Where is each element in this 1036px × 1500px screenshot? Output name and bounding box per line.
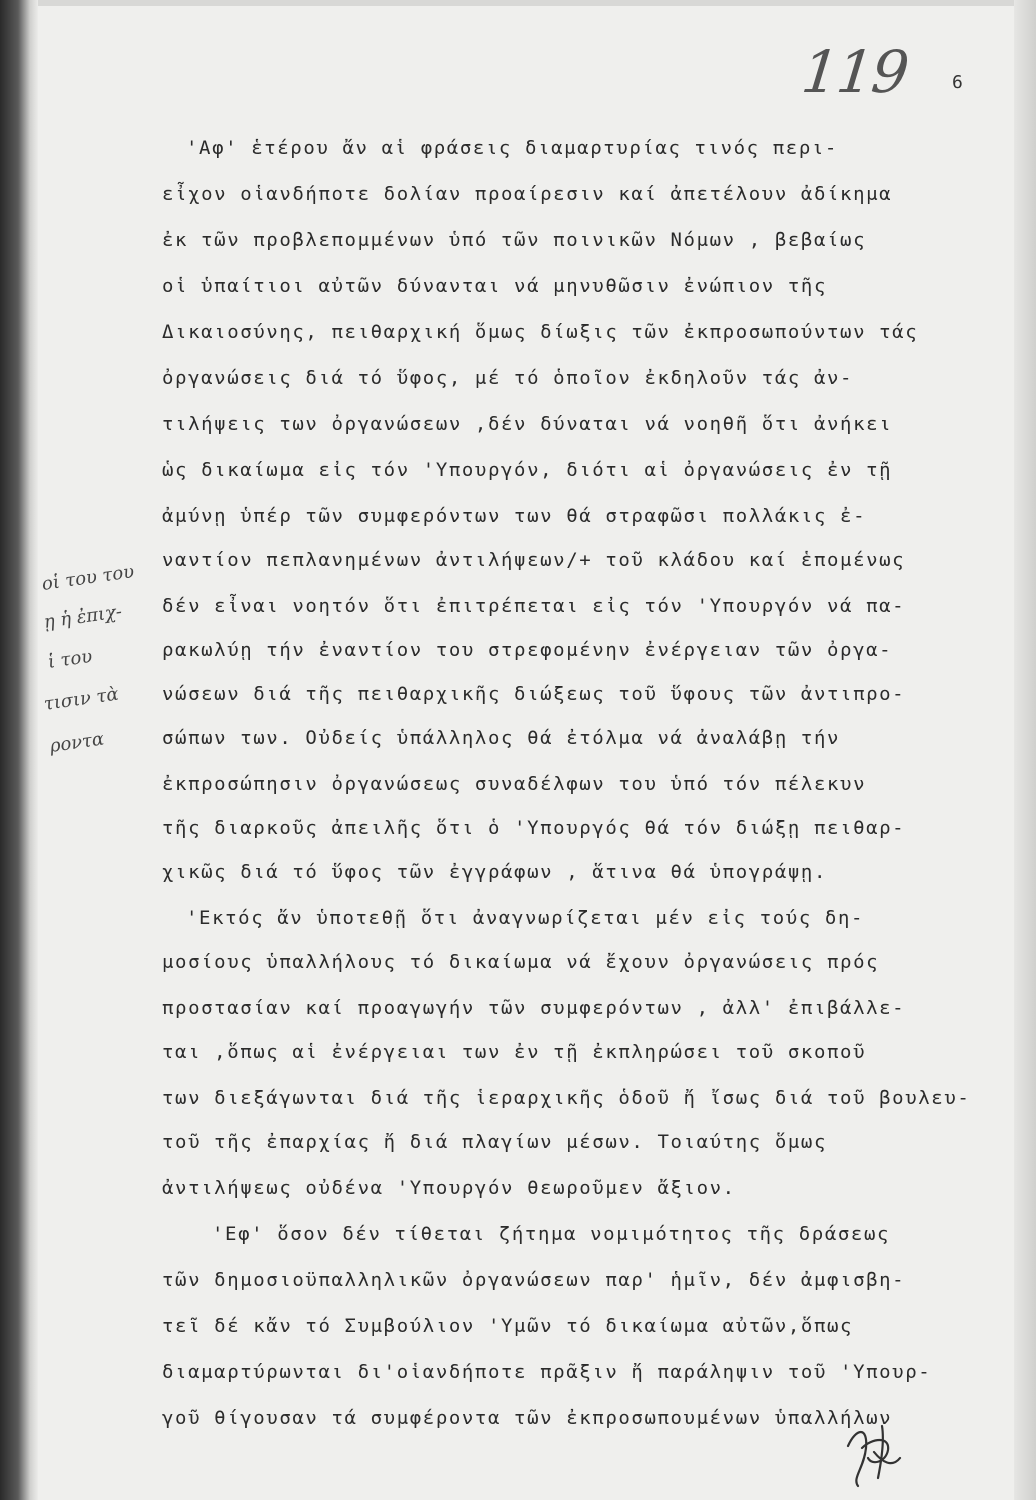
text-line: ἀντιλήψεως οὐδένα 'Υπουργόν θεωροῦμεν ἄξιον. <box>162 1177 736 1199</box>
text-line: χικῶς διά τό ὕφος τῶν ἐγγράφων , ἅτινα θά ὑπογράψῃ. <box>162 861 827 883</box>
margin-note: οἱ του του <box>40 561 136 595</box>
handwritten-folio-number: 119 <box>798 38 911 106</box>
text-line: εἶχον οἱανδήποτε δολίαν προαίρεσιν καί ἀπετέλουν ἀδίκημα <box>162 183 893 205</box>
scan-top-edge <box>0 0 1036 6</box>
page-number: 6 <box>952 72 963 93</box>
handwritten-initials <box>838 1418 908 1490</box>
text-line: τιλήψεις των ὀργανώσεων ,δέν δύναται νά νοηθῆ ὅτι ἀνήκει <box>162 413 893 435</box>
text-line: ἐκπροσώπησιν ὀργανώσεως συναδέλφων του ὑπό τόν πέλεκυν <box>162 773 867 795</box>
text-line: 'Αφ' ἑτέρου ἄν αἱ φράσεις διαμαρτυρίας τινός περι- <box>186 137 838 159</box>
text-line: ὡς δικαίωμα εἰς τόν 'Υπουργόν, διότι αἱ ὀργανώσεις ἐν τῇ <box>162 459 893 481</box>
margin-note: ἱ του <box>46 645 94 673</box>
text-line: τῶν δημοσιοϋπαλληλικῶν ὀργανώσεων παρ' ἡμῖν, δέν ἀμφισβη- <box>162 1269 906 1291</box>
text-line: ρακωλύῃ τήν ἐναντίον του στρεφομένην ἐνέργειαν τῶν ὀργα- <box>162 639 893 661</box>
text-line: μοσίους ὑπαλλήλους τό δικαίωμα νά ἔχουν ὀργανώσεις πρός <box>162 951 880 973</box>
text-line: νώσεων διά τῆς πειθαρχικῆς διώξεως τοῦ ὕφους τῶν ἀντιπρο- <box>162 683 906 705</box>
text-line: ἀμύνῃ ὑπέρ τῶν συμφερόντων των θά στραφῶσι πολλάκις ἐ- <box>162 505 867 527</box>
text-line: προστασίαν καί προαγωγήν τῶν συμφερόντων , ἀλλ' ἐπιβάλλε- <box>162 997 906 1019</box>
text-line: τοῦ τῆς ἐπαρχίας ἤ διά πλαγίων μέσων. Τοιαύτης ὅμως <box>162 1131 827 1153</box>
margin-note: τισιν τὰ <box>42 683 120 715</box>
text-line: ὀργανώσεις διά τό ὕφος, μέ τό ὁποῖον ἐκδηλοῦν τάς ἀν- <box>162 367 854 389</box>
text-line: ται ,ὅπως αἱ ἐνέργειαι των ἐν τῇ ἐκπληρώσει τοῦ σκοποῦ <box>162 1041 867 1063</box>
margin-note: ῃ ἡ ἐπιχ- <box>42 601 124 633</box>
text-line: γοῦ θίγουσαν τά συμφέροντα τῶν ἐκπροσωπουμένων ὑπαλλήλων <box>162 1407 893 1429</box>
text-line: των διεξάγωνται διά τῆς ἱεραρχικῆς ὁδοῦ ἤ ἴσως διά τοῦ βουλευ- <box>162 1087 971 1109</box>
text-line: διαμαρτύρωνται δι'οἱανδήποτε πρᾶξιν ἤ παράληψιν τοῦ 'Υπουρ- <box>162 1361 932 1383</box>
margin-note: ροντα <box>48 728 106 757</box>
text-line: οἱ ὑπαίτιοι αὐτῶν δύνανται νά μηνυθῶσιν ἐνώπιον τῆς <box>162 275 827 297</box>
text-line: ναντίον πεπλανημένων ἀντιλήψεων/+ τοῦ κλάδου καί ἑπομένως <box>162 549 906 571</box>
text-line: 'Εφ' ὅσον δέν τίθεται ζήτημα νομιμότητος τῆς δράσεως <box>212 1223 891 1245</box>
text-line: Δικαιοσύνης, πειθαρχική ὅμως δίωξις τῶν ἐκπροσωπούντων τάς <box>162 321 919 343</box>
text-line: τεῖ δέ κἄν τό Συμβούλιον 'Υμῶν τό δικαίωμα αὐτῶν,ὅπως <box>162 1315 854 1337</box>
text-line: ἐκ τῶν προβλεπομμένων ὑπό τῶν ποινικῶν Νόμων , βεβαίως <box>162 229 867 251</box>
text-line: δέν εἶναι νοητόν ὅτι ἐπιτρέπεται εἰς τόν 'Υπουργόν νά πα- <box>162 595 906 617</box>
text-line: τῆς διαρκοῦς ἀπειλῆς ὅτι ὁ 'Υπουργός θά τόν διώξῃ πειθαρ- <box>162 817 906 839</box>
text-line: σώπων των. Οὐδείς ὑπάλληλος θά ἐτόλμα νά ἀναλάβῃ τήν <box>162 727 841 749</box>
text-line: 'Εκτός ἄν ὑποτεθῇ ὅτι ἀναγνωρίζεται μέν εἰς τούς δη- <box>186 907 865 929</box>
binding-shadow <box>0 0 38 1500</box>
